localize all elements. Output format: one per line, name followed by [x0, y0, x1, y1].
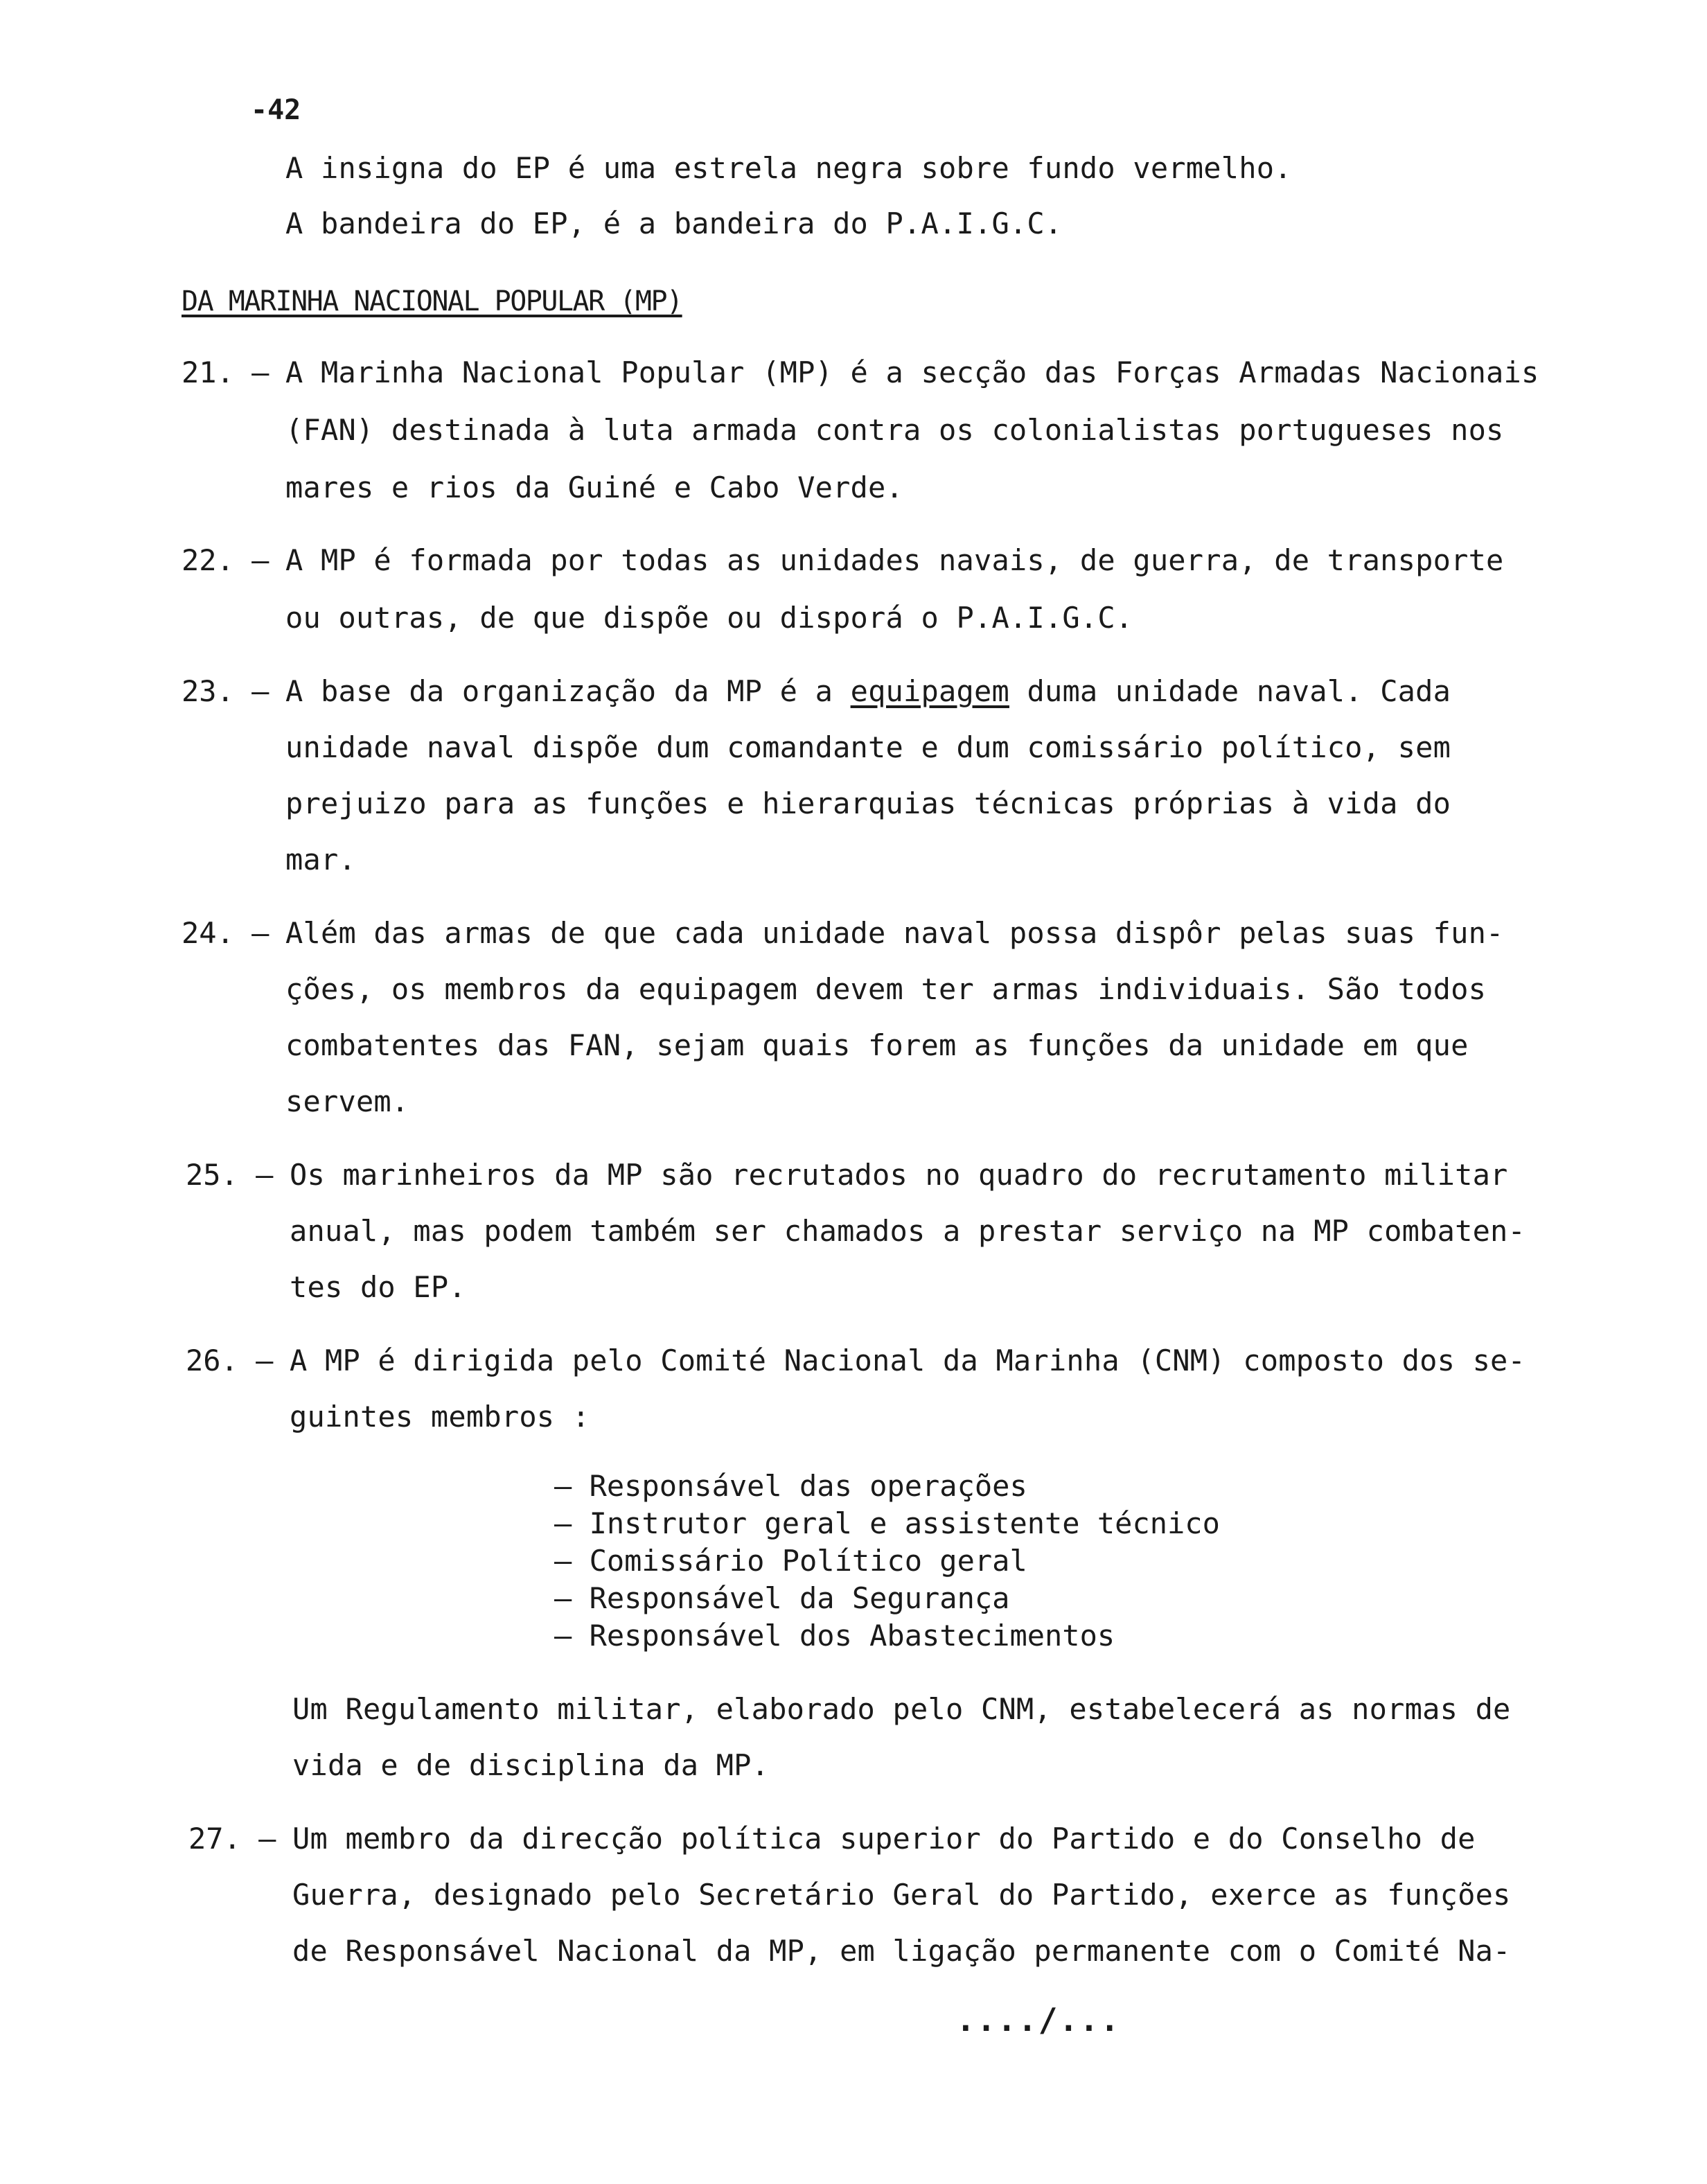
paragraph-24-line-4: servem. — [285, 1084, 409, 1118]
paragraph-number-24: 24. – — [182, 916, 269, 950]
paragraph-24-line-1: Além das armas de que cada unidade naval possa dispôr pelas suas fun- — [285, 916, 1504, 950]
continuation-marker: ..../... — [956, 2001, 1121, 2038]
paragraph-26-line-2: guintes membros : — [290, 1400, 590, 1434]
paragraph-number-26: 26. – — [186, 1344, 274, 1377]
paragraph-24-line-3: combatentes das FAN, sejam quais forem as funções da unidade em que — [285, 1028, 1469, 1062]
paragraph-22-line-2: ou outras, de que dispõe ou disporá o P.A.I.G.C. — [285, 601, 1133, 635]
page-number: -42 — [251, 94, 301, 126]
paragraph-21-line-3: mares e rios da Guiné e Cabo Verde. — [285, 470, 904, 504]
paragraph-24-line-2: ções, os membros da equipagem devem ter armas individuais. São todos — [285, 972, 1487, 1006]
member-list-item: – Instrutor geral e assistente técnico — [554, 1506, 1220, 1540]
paragraph-23-line-1-end: duma unidade naval. Cada — [1027, 674, 1451, 708]
paragraph-number-21: 21. – — [182, 355, 269, 389]
regulation-line-2: vida e de disciplina da MP. — [292, 1748, 770, 1782]
member-list-item: – Responsável da Segurança — [554, 1581, 1010, 1615]
regulation-line-1: Um Regulamento militar, elaborado pelo CNM, estabelecerá as normas de — [292, 1692, 1511, 1726]
member-list-item: – Responsável das operações — [554, 1469, 1027, 1503]
paragraph-27-line-1: Um membro da direcção política superior do Partido e do Conselho de — [292, 1822, 1476, 1856]
paragraph-25-line-3: tes do EP. — [290, 1270, 466, 1304]
paragraph-23-line-4: mar. — [285, 843, 356, 877]
paragraph-27-line-2: Guerra, designado pelo Secretário Geral do Partido, exerce as funções — [292, 1878, 1511, 1912]
paragraph-23-line-2: unidade naval dispõe dum comandante e dum comissário político, sem — [285, 730, 1451, 764]
member-list-item: – Responsável dos Abastecimentos — [554, 1619, 1115, 1653]
paragraph-21-line-1: A Marinha Nacional Popular (MP) é a secção das Forças Armadas Nacionais — [285, 355, 1539, 389]
paragraph-27-line-3: de Responsável Nacional da MP, em ligação permanente com o Comité Na- — [292, 1934, 1511, 1968]
paragraph-number-22: 22. – — [182, 543, 269, 577]
paragraph-22-line-1: A MP é formada por todas as unidades navais, de guerra, de transporte — [285, 543, 1504, 577]
paragraph-23-line-3: prejuizo para as funções e hierarquias técnicas próprias à vida do — [285, 786, 1451, 820]
intro-line-2: A bandeira do EP, é a bandeira do P.A.I.G.C. — [285, 206, 1063, 240]
paragraph-25-line-2: anual, mas podem também ser chamados a prestar serviço na MP combaten- — [290, 1214, 1526, 1248]
section-heading: DA MARINHA NACIONAL POPULAR (MP) — [182, 285, 682, 317]
paragraph-26-line-1: A MP é dirigida pelo Comité Nacional da Marinha (CNM) composto dos se- — [290, 1344, 1526, 1377]
member-list-item: – Comissário Político geral — [554, 1544, 1027, 1578]
paragraph-25-line-1: Os marinheiros da MP são recrutados no quadro do recrutamento militar — [290, 1158, 1508, 1192]
paragraph-number-25: 25. – — [186, 1158, 274, 1192]
paragraph-23-underlined-word: equipagem — [850, 674, 1009, 708]
paragraph-21-line-2: (FAN) destinada à luta armada contra os colonialistas portugueses nos — [285, 413, 1504, 447]
paragraph-number-27: 27. – — [188, 1822, 276, 1856]
paragraph-23-line-1 — [285, 674, 1451, 708]
intro-line-1: A insigna do EP é uma estrela negra sobre fundo vermelho. — [285, 151, 1292, 185]
paragraph-23-line-1-start: A base da organização da MP é a — [285, 674, 833, 708]
paragraph-number-23: 23. – — [182, 674, 269, 708]
